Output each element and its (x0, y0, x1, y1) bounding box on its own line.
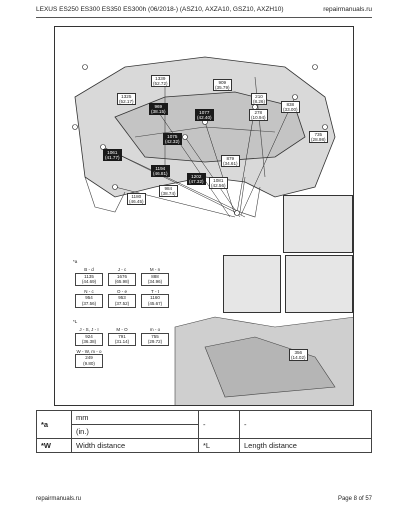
spec-key: *a (37, 411, 72, 439)
legend-cell: B - d 1135 (44.69) (75, 267, 103, 286)
dimension-callout: 984 (38.74) (161, 186, 176, 196)
detail-inset-middle-left (223, 255, 281, 313)
legend-cell: W - W, m - o 249 (9.80) (76, 348, 102, 366)
spec-symbol: - (199, 411, 240, 439)
spec-unit-in: (in.) (72, 425, 199, 439)
dimension-callout: 735 (28.98) (311, 132, 326, 142)
dimension-callout: 838 (33.00) (283, 102, 298, 112)
dimension-callout: 879 (34.61) (223, 156, 238, 166)
dimension-callout: 1202 (47.32) (189, 174, 204, 184)
legend-title: *a (73, 259, 78, 264)
dimension-callout: 1194 (46.81) (153, 166, 168, 176)
dimension-callout: 356 (14.02) (291, 350, 306, 360)
spec-label: Length distance (240, 439, 372, 453)
dimension-callout: 1077 (42.40) (197, 110, 212, 120)
header-rule (36, 17, 372, 18)
legend-cell: N - c 954 (37.56) (75, 289, 103, 308)
legend-subtitle: *L (73, 319, 78, 324)
dimension-callout: 1180 (46.45) (129, 194, 144, 204)
spec-key: *W (37, 439, 72, 453)
legend-cell: O - e 953 (37.52) (108, 289, 136, 308)
spec-unit-mm: mm (72, 411, 199, 425)
spec-table (36, 410, 372, 453)
footer-site[interactable]: repairmanuals.ru (36, 496, 82, 502)
dimension-callout: 210 (8.26) (253, 94, 266, 104)
legend-grid-a (75, 267, 171, 308)
dimension-callout: 1081 (42.56) (211, 178, 226, 188)
detail-inset-top (283, 195, 353, 253)
legend-cell: J - c 1676 (65.98) (108, 267, 136, 286)
dimension-callout: 909 (35.79) (215, 80, 230, 90)
dimension-callout: 1325 (52.17) (119, 94, 134, 104)
legend-cell: M - O 791 (31.14) (108, 327, 136, 346)
legend-cell: T - t 1160 (45.67) (141, 289, 169, 308)
legend-cell: M - n 888 (34.96) (141, 267, 169, 286)
spec-row (37, 411, 372, 425)
dimension-callout: 969 (38.15) (151, 104, 166, 114)
legend-cell: m - o 755 (29.72) (141, 327, 169, 346)
spec-description: - (240, 411, 372, 439)
site-name[interactable]: repairmanuals.ru (323, 6, 372, 13)
detail-inset-middle-right (285, 255, 353, 313)
spec-row (37, 439, 372, 453)
document-title: LEXUS ES250 ES300 ES350 ES300h (06/2018-) (ASZ10, AXZA10, GSZ10, AXZH10) (36, 6, 284, 13)
dimension-callout: 1075 (42.32) (165, 134, 180, 144)
body-dimension-figure (54, 26, 354, 406)
dimension-callout: 278 (10.94) (251, 110, 266, 120)
legend-grid-l (75, 327, 171, 368)
spec-label: Width distance (72, 439, 199, 453)
spec-key: *L (199, 439, 240, 453)
page-number: Page 8 of 57 (337, 496, 372, 502)
dimension-callout: 1061 (41.77) (105, 150, 120, 160)
dimension-legend (69, 257, 173, 397)
legend-cell: J - S, J - I 924 (36.38) (75, 327, 103, 346)
dimension-callout: 1339 (52.72) (153, 76, 168, 86)
